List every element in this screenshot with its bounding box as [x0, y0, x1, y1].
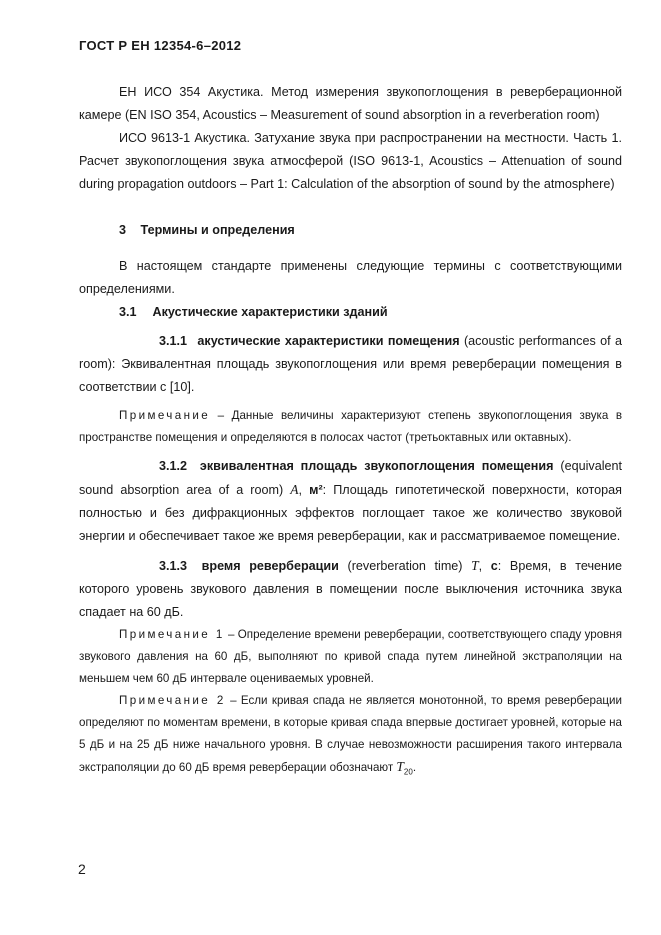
note-text: – Данные величины характеризуют степень звукопоглощения звука в пространстве помещения и определяются в полосах частот (третьоктавных или октавных). [79, 409, 622, 444]
term-3-1-1-note [79, 405, 622, 449]
section-3-number: 3 [119, 223, 127, 237]
term-3-1-1-definition: (acoustic performances of a room): Эквивалентная площадь звукопоглощения или время реверберации помещения в соответствии с [10]. [79, 334, 622, 394]
document-header: ГОСТ Р ЕН 12354-6–2012 [79, 38, 242, 53]
term-3-1-3-note-2 [79, 690, 622, 783]
term-3-1-3-symbol: T [471, 558, 479, 573]
term-3-1-2: 3.1.2 эквивалентная площадь звукопоглощения помещения (equivalent sound absorption area of a room) A, м²: Площадь гипотетической поверхности, которая полностью и без дифракционных эффектов поглощает такое же количество звуковой энергии и обеспечивает такое же время реверберации, как и рассматриваемое помещение. [79, 455, 622, 548]
term-3-1-3-definition: : Время, в течение которого уровень звукового давления в помещении после выключения источника звука спадает на 60 дБ. [79, 559, 623, 619]
term-3-1-2-unit: м² [309, 483, 323, 497]
term-3-1-3-unit: с [490, 559, 498, 573]
term-3-1-2-title: эквивалентная площадь звукопоглощения помещения [199, 459, 554, 473]
term-3-1-3-english: (reverberation time) [347, 559, 463, 573]
section-3-1-title: Акустические характеристики зданий [152, 305, 388, 319]
term-3-1-3: 3.1.3 время реверберации (reverberation time) T, с: Время, в течение которого уровень звукового давления в помещении после выключения источника звука спадает на 60 дБ. [79, 554, 622, 624]
term-3-1-3-number: 3.1.3 [159, 559, 188, 573]
section-3-intro: В настоящем стандарте применены следующие термины с соответствующими определениями. [79, 259, 622, 296]
note-2-end: . [412, 761, 417, 774]
term-3-1-1-title: акустические характеристики помещения [197, 334, 460, 348]
reference-iso-9613-1: ИСО 9613-1 Акустика. Затухание звука при распространении на местности. Часть 1. Расчет звукопоглощения звука атмосферой (ISO 9613-1, Acoustics – Attenuation of sound during propagation outdoors – Part 1: Calculation of the absorption of sound by the atmosphere) [79, 131, 622, 191]
term-3-1-2-english: (equivalent sound absorption area of a room) [79, 459, 623, 497]
note-1-label: Примечание 1 [119, 628, 225, 641]
note-1-text: – Определение времени реверберации, соответствующего спаду уровня звукового давления на 60 дБ, выполняют по кривой спада путем линейной экстраполяции на меньшем чем 60 дБ интервале оцениваемых уровней. [79, 628, 622, 685]
note-2-label: Примечание 2 [119, 694, 226, 707]
term-3-1-1-number: 3.1.1 [159, 334, 188, 348]
section-3-1-number: 3.1 [119, 305, 137, 319]
page-number: 2 [78, 861, 86, 877]
term-3-1-2-symbol: A [290, 482, 299, 497]
t20-subscript: 20 [403, 767, 413, 777]
section-3-title: Термины и определения [140, 223, 295, 237]
t20-symbol: T [396, 759, 404, 774]
term-3-1-2-number: 3.1.2 [159, 459, 188, 473]
note-label: Примечание [119, 409, 211, 422]
note-2-text: – Если кривая спада не является монотонной, то время реверберации определяют по моментам времени, в которые кривая спада впервые достигает уровней, которые на 5 дБ и на 25 дБ ниже начального уровня. В случае невозможности расширения такого интервала экстраполяции до 60 дБ время реверберации обозначают [79, 694, 622, 774]
section-3-1-heading [79, 301, 622, 324]
term-3-1-3-note-1 [79, 624, 622, 690]
term-3-1-1 [79, 330, 622, 399]
term-3-1-2-definition: : Площадь гипотетической поверхности, которая полностью и без дифракционных эффектов поглощает такое же количество звуковой энергии и обеспечивает такое же время реверберации, как и рассматриваемое помещение. [79, 483, 622, 543]
reference-iso-354: ЕН ИСО 354 Акустика. Метод измерения звукопоглощения в реверберационной камере (EN ISO 354, Acoustics – Measurement of sound absorption in a reverberation room) [79, 85, 622, 122]
term-3-1-3-title: время реверберации [201, 559, 339, 573]
page-content [79, 81, 622, 783]
section-3-heading [79, 219, 622, 242]
